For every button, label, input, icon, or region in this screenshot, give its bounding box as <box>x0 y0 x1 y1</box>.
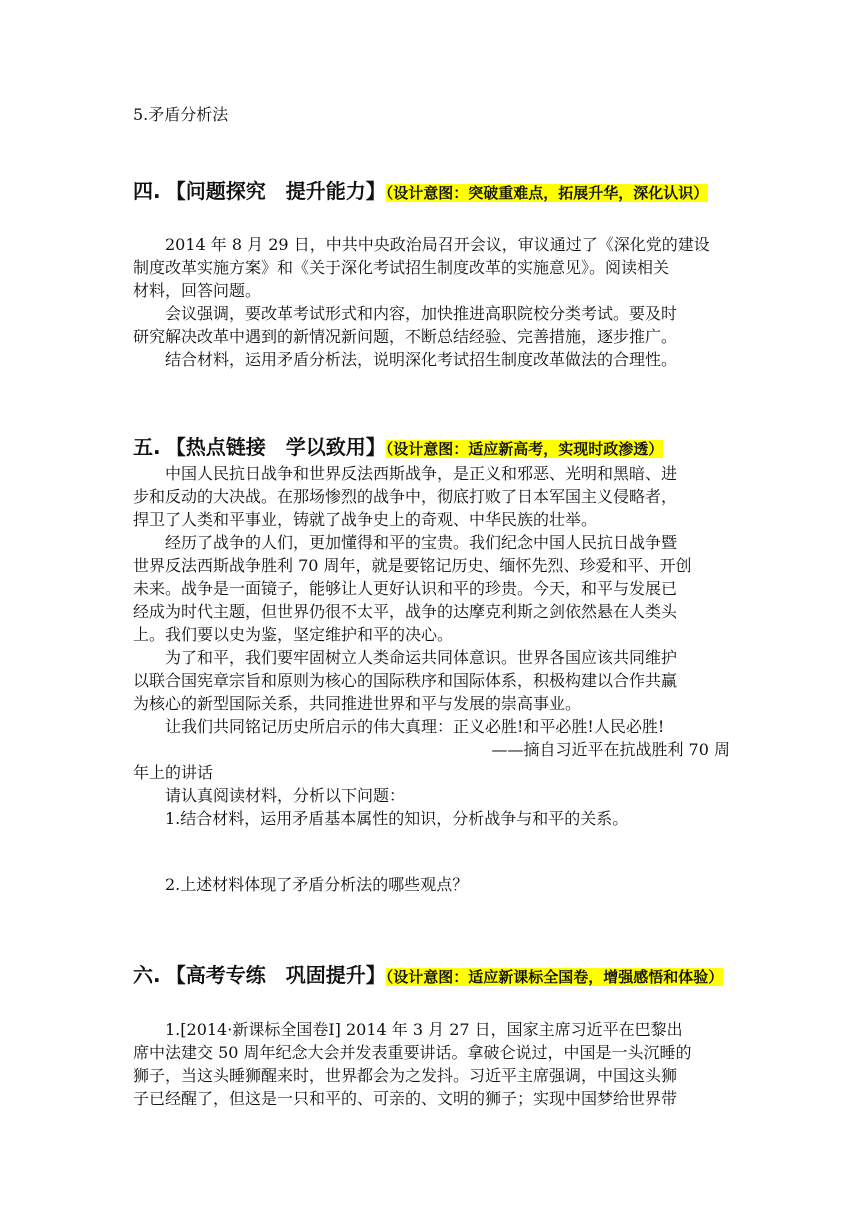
section-6-line: 子已经醒了，但这是一只和平的、可亲的、文明的狮子；实现中国梦给世界带 <box>133 1089 678 1108</box>
section-5-line: 步和反动的大决战。在那场惨烈的战争中，彻底打败了日本军国主义侵略者， <box>133 487 678 506</box>
section-5-number: 五. <box>133 435 161 459</box>
section-5-line: 中国人民抗日战争和世界反法西斯战争，是正义和邪恶、光明和黑暗、进 <box>165 464 678 483</box>
section-5-line: 以联合国宪章宗旨和原则为核心的国际秩序和国际体系，积极构建以合作共赢 <box>133 671 678 690</box>
section-5-line: 让我们共同铭记历史所启示的伟大真理：正义必胜!和平必胜!人民必胜! <box>165 717 665 736</box>
section-4-design-note: （设计意图：突破重难点，拓展升华，深化认识） <box>385 184 709 202</box>
section-6-design-note: （设计意图：适应新课标全国卷，增强感悟和体验） <box>385 968 724 986</box>
section-6-line: 狮子，当这头睡狮醒来时，世界都会为之发抖。习近平主席强调，中国这头狮 <box>133 1066 678 1085</box>
section-4-line: 研究解决改革中遇到的新情况新问题，不断总结经验、完善措施，逐步推广。 <box>133 327 678 346</box>
section-6-heading <box>133 962 733 991</box>
section-5-line: 经历了战争的人们，更加懂得和平的宝贵。我们纪念中国人民抗日战争暨 <box>165 533 678 552</box>
section-4-line: 会议强调，要改革考试形式和内容，加快推进高职院校分类考试。要及时 <box>165 304 678 323</box>
section-5-line: 为了和平，我们要牢固树立人类命运共同体意识。世界各国应该共同维护 <box>165 648 678 667</box>
section-5-title: 【热点链接 学以致用】 <box>165 435 386 459</box>
section-4-line: 制度改革实施方案》和《关于深化考试招生制度改革的实施意见》。阅读相关 <box>133 258 670 277</box>
section-4-number: 四. <box>133 179 161 203</box>
section-6-number: 六. <box>133 963 161 987</box>
question-prompt: 请认真阅读材料，分析以下问题： <box>165 786 406 805</box>
section-4-line: 材料，回答问题。 <box>133 281 262 300</box>
section-6-line: 席中法建交 50 周年纪念大会并发表重要讲话。拿破仑说过，中国是一头沉睡的 <box>133 1043 692 1062</box>
section-6-title: 【高考专练 巩固提升】 <box>165 963 386 987</box>
section-5-line: 未来。战争是一面镜子，能够让人更好认识和平的珍贵。今天，和平与发展已 <box>133 579 678 598</box>
source-attribution-cont: 年上的讲话 <box>133 763 214 782</box>
question-1: 1.结合材料，运用矛盾基本属性的知识，分析战争与和平的关系。 <box>165 809 629 828</box>
section-4-line: 结合材料，运用矛盾分析法，说明深化考试招生制度改革做法的合理性。 <box>165 350 678 369</box>
section-5-line: 捍卫了人类和平事业，铸就了战争史上的奇观、中华民族的壮举。 <box>133 510 598 529</box>
section-5-line: 上。我们要以史为鉴，坚定维护和平的决心。 <box>133 625 454 644</box>
source-attribution: ——摘自习近平在抗战胜利 70 周 <box>491 740 730 759</box>
section-4-heading <box>133 178 733 207</box>
item-5-text: 5.矛盾分析法 <box>133 105 229 124</box>
section-5-line: 为核心的新型国际关系，共同推进世界和平与发展的崇高事业。 <box>133 694 582 713</box>
section-4-title: 【问题探究 提升能力】 <box>165 179 386 203</box>
section-5-heading <box>133 434 733 463</box>
section-5-line: 经成为时代主题，但世界仍很不太平，战争的达摩克利斯之剑依然悬在人类头 <box>133 602 678 621</box>
section-5-line: 世界反法西斯战争胜利 70 周年，就是要铭记历史、缅怀先烈、珍爱和平、开创 <box>133 556 692 575</box>
question-2: 2.上述材料体现了矛盾分析法的哪些观点？ <box>165 875 469 894</box>
section-4-line: 2014 年 8 月 29 日，中共中央政治局召开会议，审议通过了《深化党的建设 <box>165 235 710 254</box>
section-5-design-note: （设计意图：适应新高考，实现时政渗透） <box>385 440 664 458</box>
section-6-line: 1.[2014·新课标全国卷Ⅰ] 2014 年 3 月 27 日，国家主席习近平在巴黎出 <box>165 1020 683 1039</box>
